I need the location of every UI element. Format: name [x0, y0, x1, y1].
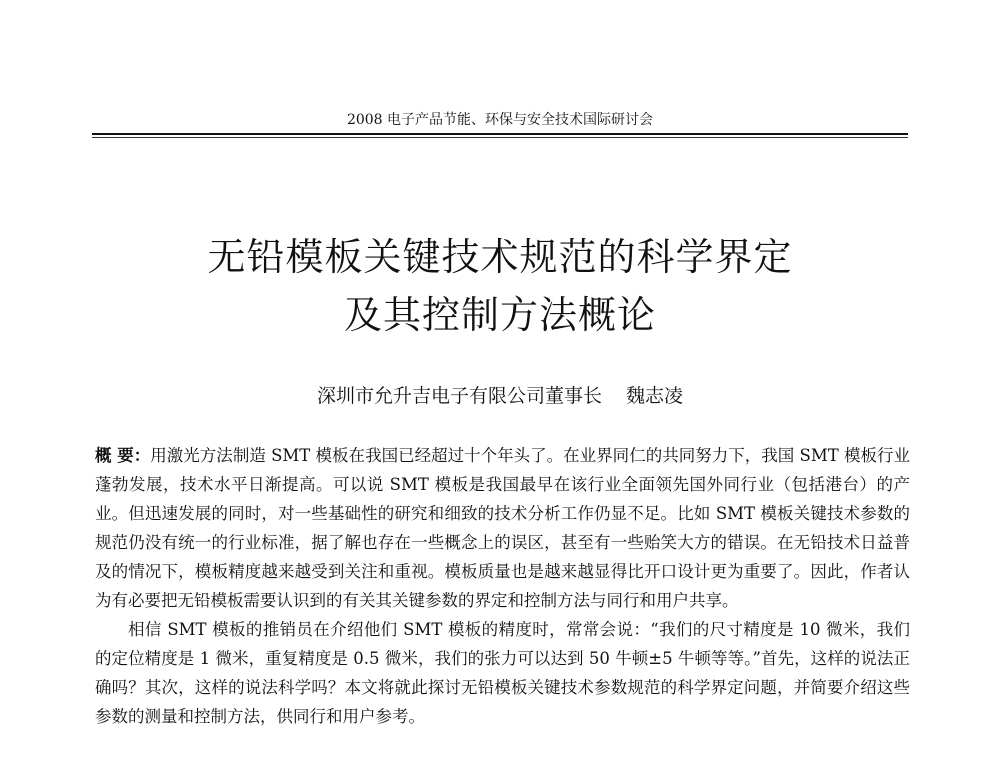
header-rule-thin [92, 137, 908, 138]
body-paragraph-2: 相信 SMT 模板的推销员在介绍他们 SMT 模板的精度时，常常会说：“我们的尺寸精度是 10 微米，我们的定位精度是 1 微米，重复精度是 0.5 微米，我们的张力可以达到 50 牛顿±5 牛顿等等。”首先，这样的说法正确吗？其次，这样的说法科学吗？本文将就此探讨无铅模板关键技术参数规范的科学界定问题，并简要介绍这些参数的测量和控制方法，供同行和用户参考。 [95, 620, 910, 726]
author-name: 魏志凌 [626, 385, 684, 407]
body-text [95, 441, 910, 731]
abstract-text: 用激光方法制造 SMT 模板在我国已经超过十个年头了。在业界同仁的共同努力下，我国 SMT 模板行业蓬勃发展，技术水平日渐提高。可以说 SMT 模板是我国最早在该行业全面领先国外同行业（包括港台）的产业。但迅速发展的同时，对一些基础性的研究和细致的技术分析工作仍显不足。比如 SMT 模板关键技术参数的规范仍没有统一的行业标准，据了解也存在一些概念上的误区，甚至有一些贻笑大方的错误。在无铅技术日益普及的情况下，模板精度越来越受到关注和重视。模板质量也是越来越显得比开口设计更为重要了。因此，作者认为有必要把无铅模板需要认识到的有关其关键参数的界定和控制方法与同行和用户共享。 [95, 446, 910, 610]
header-rule-thick [92, 133, 908, 135]
paper-title [95, 228, 905, 344]
abstract-paragraph [95, 441, 910, 615]
running-head: 2008 电子产品节能、环保与安全技术国际研讨会 [346, 112, 654, 128]
author-affiliation: 深圳市允升吉电子有限公司董事长 [316, 385, 602, 407]
title-line-1: 无铅模板关键技术规范的科学界定 [207, 235, 793, 279]
byline [95, 381, 905, 411]
abstract-label: 概 要： [95, 446, 151, 465]
title-line-2: 及其控制方法概论 [343, 293, 656, 337]
